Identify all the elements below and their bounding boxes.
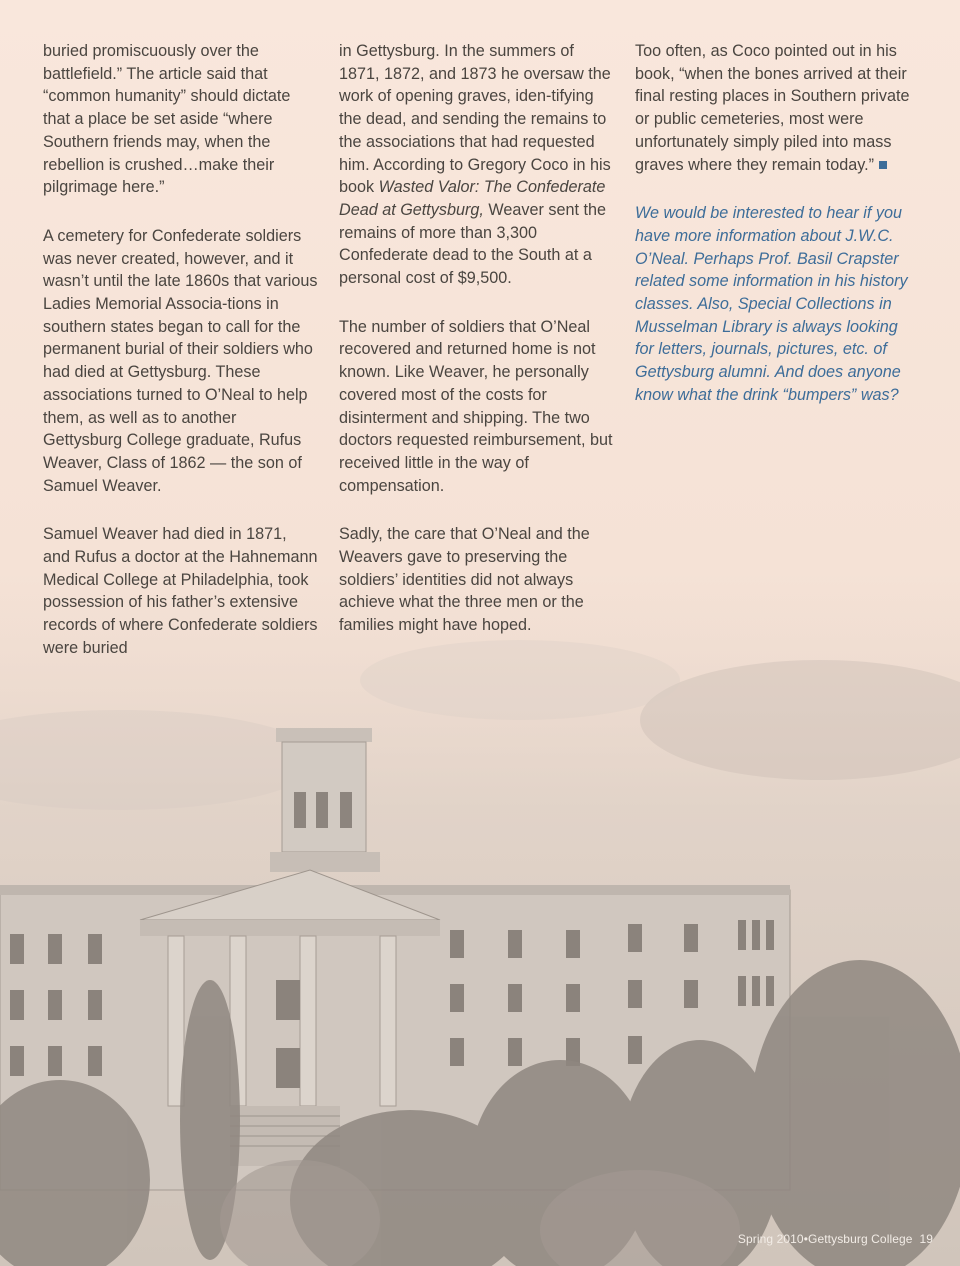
paragraph: A cemetery for Confederate soldiers was never created, however, and it wasn’t until the late 1860s that various Ladies Memorial Associa-tions in southern states began to call for the permanent burial of their soldiers who had died at Gettysburg. These associations turned to O’Neal to help them, as well as to another Gettysburg College graduate, Rufus Weaver, Class of 1862 — the son of Samuel Weaver. xyxy=(43,226,318,495)
paragraph: The number of soldiers that O’Neal recovered and returned home is not known. Like Weaver, he personally covered most of the costs for disinterment and shipping. The two doctors requested reimbursement, but received little in the way of compensation. xyxy=(339,317,613,495)
book-title: Wasted Valor: The Confederate Dead at Gettysburg, xyxy=(339,178,606,219)
paragraph: Samuel Weaver had died in 1871, and Rufus a doctor at the Hahnemann Medical College at Philadelphia, took possession of his father’s extensive records of where Confederate soldiers were buried xyxy=(43,525,318,657)
page-number: 19 xyxy=(919,1232,933,1246)
text-column-1 xyxy=(43,40,318,686)
paragraph-text: Weaver sent the remains of more than 3,300 Confederate dead to the South at a personal cost of $9,500. xyxy=(339,200,606,288)
page-footer xyxy=(738,1232,933,1246)
paragraph-text: in Gettysburg. In the summers of 1871, 1872, and 1873 he oversaw the work of opening graves, iden-tifying the dead, and sending the remains to the associations that had requested him. According to Gregory Coco in his book xyxy=(339,42,611,197)
paragraph: Sadly, the care that O’Neal and the Weavers gave to preserving the soldiers’ identities did not always achieve what the three men or the families might have hoped. xyxy=(339,525,590,635)
paragraph xyxy=(635,40,920,176)
issue-label: Spring 2010 xyxy=(737,1232,804,1246)
separator-dot-icon: • xyxy=(803,1232,809,1246)
editor-note: We would be interested to hear if you have more information about J.W.C. O’Neal. Perhaps Prof. Basil Crapster related some information in his history classes. Also, Special Collections in Musselman Library is always looking for letters, journals, pictures, etc. of Gettysburg alumni. And does anyone know what the drink “bumpers” was? xyxy=(635,204,908,404)
text-column-2 xyxy=(339,40,614,663)
text-column-3 xyxy=(635,40,920,433)
paragraph-text: Too often, as Coco pointed out in his book, “when the bones arrived at their final resting places in Southern private or public cemeteries, most were unfortunately simply piled into mass graves where they remain today.” xyxy=(635,42,910,174)
paragraph: buried promiscuously over the battlefield.” The article said that “common humanity” should dictate that a place be set aside “where Southern friends may, when the rebellion is crushed…make their pilgrimage here.” xyxy=(43,42,291,197)
publication-name: Gettysburg College xyxy=(808,1232,913,1246)
paragraph xyxy=(339,40,614,290)
end-of-article-square-icon xyxy=(879,161,887,169)
